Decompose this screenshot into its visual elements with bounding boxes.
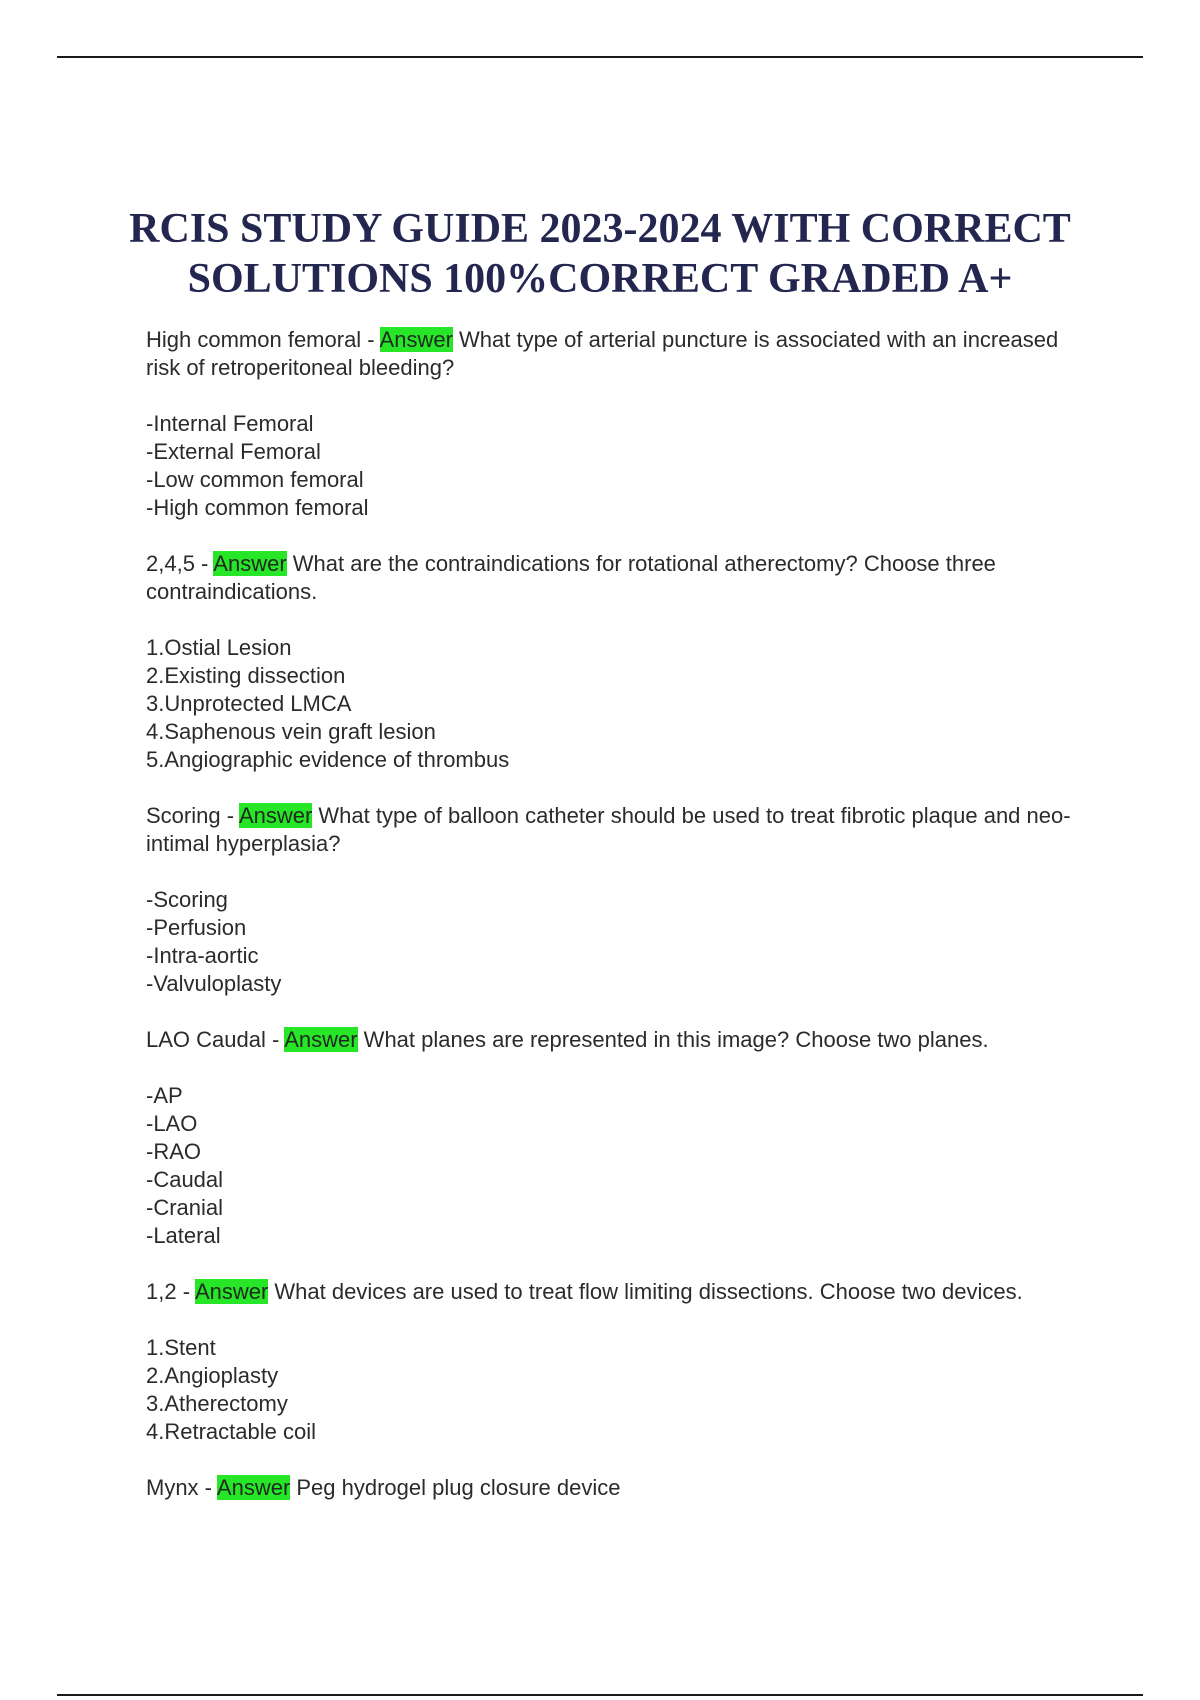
question-line	[146, 550, 1076, 606]
document-body	[146, 326, 1076, 1502]
answer-marker: Answer	[216, 1475, 291, 1500]
bottom-rule	[57, 1694, 1143, 1696]
qa-item	[146, 802, 1076, 998]
document-title: RCIS STUDY GUIDE 2023-2024 WITH CORRECT SOLUTIONS 100%CORRECT GRADED A+	[129, 206, 1071, 303]
option: -AP	[146, 1083, 183, 1108]
option: -Low common femoral	[146, 467, 364, 492]
question-text: What are the contraindications for rotational atherectomy? Choose three contraindications.	[146, 551, 996, 604]
question-text: What type of balloon catheter should be used to treat fibrotic plaque and neo-intimal hyperplasia?	[146, 803, 1071, 856]
option: 1.Stent	[146, 1335, 216, 1360]
options-list	[146, 634, 1076, 774]
options-list	[146, 1334, 1076, 1446]
option: -Scoring	[146, 887, 228, 912]
answer-separator: -	[176, 1279, 195, 1304]
question-text: What type of arterial puncture is associated with an increased risk of retroperitoneal bleeding?	[146, 327, 1059, 380]
option: -LAO	[146, 1111, 198, 1136]
option: -Lateral	[146, 1223, 221, 1248]
option: -High common femoral	[146, 495, 369, 520]
answer-text: Scoring	[146, 803, 221, 828]
option: 4.Saphenous vein graft lesion	[146, 719, 436, 744]
option: -RAO	[146, 1139, 201, 1164]
options-list	[146, 886, 1076, 998]
option: -Cranial	[146, 1195, 224, 1220]
qa-item	[146, 1026, 1076, 1250]
option: 3.Atherectomy	[146, 1391, 288, 1416]
answer-separator: -	[361, 327, 380, 352]
answer-marker: Answer	[194, 1279, 269, 1304]
answer-separator: -	[220, 803, 239, 828]
options-list	[146, 1082, 1076, 1250]
top-rule	[57, 56, 1143, 58]
question-line	[146, 1026, 1076, 1054]
question-text: What devices are used to treat flow limiting dissections. Choose two devices.	[268, 1279, 1023, 1304]
answer-text: 2,4,5	[146, 551, 195, 576]
qa-item	[146, 1278, 1076, 1446]
answer-text: Mynx	[146, 1475, 199, 1500]
question-line	[146, 802, 1076, 858]
answer-separator: -	[198, 1475, 217, 1500]
answer-marker: Answer	[238, 803, 313, 828]
option: -Valvuloplasty	[146, 971, 282, 996]
option: 4.Retractable coil	[146, 1419, 316, 1444]
answer-marker: Answer	[213, 551, 287, 576]
question-text: Peg hydrogel plug closure device	[290, 1475, 621, 1500]
option: 2.Angioplasty	[146, 1363, 279, 1388]
option: 5.Angiographic evidence of thrombus	[146, 747, 510, 772]
answer-text: 1,2	[146, 1279, 177, 1304]
option: -Intra-aortic	[146, 943, 259, 968]
answer-separator: -	[194, 551, 214, 576]
qa-item	[146, 326, 1076, 522]
answer-marker: Answer	[284, 1027, 358, 1052]
question-text: What planes are represented in this image? Choose two planes.	[357, 1027, 989, 1052]
option: -Caudal	[146, 1167, 224, 1192]
qa-item	[146, 550, 1076, 774]
answer-text: LAO Caudal	[146, 1027, 266, 1052]
answer-text: High common femoral	[146, 327, 362, 352]
options-list	[146, 410, 1076, 522]
option: -Internal Femoral	[146, 411, 314, 436]
option: 2.Existing dissection	[146, 663, 346, 688]
option: -External Femoral	[146, 439, 321, 464]
question-line	[146, 326, 1076, 382]
option: -Perfusion	[146, 915, 247, 940]
answer-separator: -	[265, 1027, 285, 1052]
qa-item	[146, 1474, 1076, 1502]
option: 1.Ostial Lesion	[146, 635, 292, 660]
question-line	[146, 1278, 1076, 1306]
option: 3.Unprotected LMCA	[146, 691, 352, 716]
question-line	[146, 1474, 1076, 1502]
answer-marker: Answer	[379, 327, 453, 352]
